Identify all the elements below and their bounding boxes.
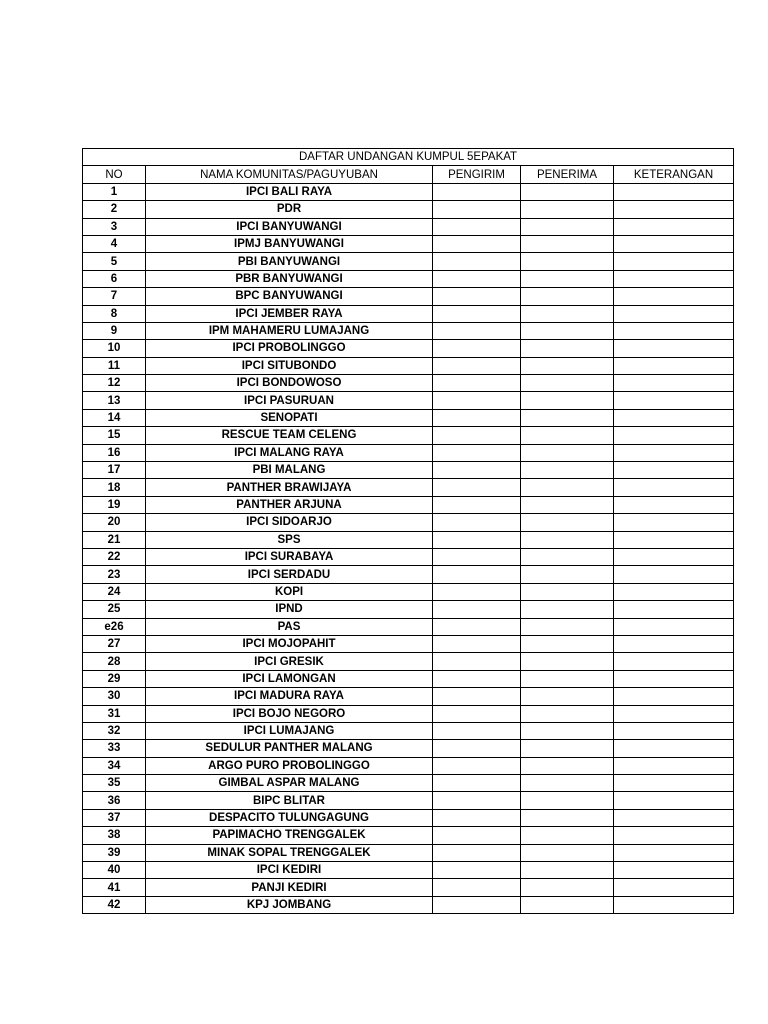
table-row	[83, 183, 734, 200]
receiver-cell	[521, 740, 614, 757]
receiver-cell	[521, 688, 614, 705]
sender-cell	[433, 253, 521, 270]
receiver-cell	[521, 531, 614, 548]
note-cell	[614, 792, 734, 809]
note-cell	[614, 896, 734, 913]
sender-cell	[433, 862, 521, 879]
receiver-cell	[521, 305, 614, 322]
table-row	[83, 601, 734, 618]
note-cell	[614, 583, 734, 600]
note-cell	[614, 462, 734, 479]
receiver-cell	[521, 653, 614, 670]
note-cell	[614, 322, 734, 339]
row-number: 10	[83, 340, 146, 357]
column-header-no: NO	[83, 166, 146, 183]
receiver-cell	[521, 479, 614, 496]
sender-cell	[433, 427, 521, 444]
receiver-cell	[521, 514, 614, 531]
table-row	[83, 809, 734, 826]
table-row	[83, 305, 734, 322]
table-row	[83, 496, 734, 513]
community-name: MINAK SOPAL TRENGGALEK	[146, 844, 433, 861]
note-cell	[614, 722, 734, 739]
row-number: 15	[83, 427, 146, 444]
note-cell	[614, 288, 734, 305]
row-number: 4	[83, 235, 146, 252]
sender-cell	[433, 653, 521, 670]
note-cell	[614, 601, 734, 618]
receiver-cell	[521, 392, 614, 409]
sender-cell	[433, 531, 521, 548]
row-number: 9	[83, 322, 146, 339]
community-name: IPCI BALI RAYA	[146, 183, 433, 200]
table-row	[83, 409, 734, 426]
sender-cell	[433, 635, 521, 652]
sender-cell	[433, 722, 521, 739]
table-row	[83, 253, 734, 270]
document-title: DAFTAR UNDANGAN KUMPUL 5EPAKAT	[83, 149, 734, 166]
community-name: PANTHER ARJUNA	[146, 496, 433, 513]
table-row	[83, 462, 734, 479]
community-name: PBI BANYUWANGI	[146, 253, 433, 270]
note-cell	[614, 479, 734, 496]
community-name: IPCI SERDADU	[146, 566, 433, 583]
community-name: IPCI MALANG RAYA	[146, 444, 433, 461]
note-cell	[614, 201, 734, 218]
row-number: 29	[83, 670, 146, 687]
sender-cell	[433, 548, 521, 565]
column-header-receiver: PENERIMA	[521, 166, 614, 183]
row-number: 40	[83, 862, 146, 879]
community-name: PBR BANYUWANGI	[146, 270, 433, 287]
row-number: 3	[83, 218, 146, 235]
community-name: IPCI BOJO NEGORO	[146, 705, 433, 722]
community-name: IPM MAHAMERU LUMAJANG	[146, 322, 433, 339]
sender-cell	[433, 479, 521, 496]
table-row	[83, 375, 734, 392]
community-name: KPJ JOMBANG	[146, 896, 433, 913]
sender-cell	[433, 375, 521, 392]
table-row	[83, 757, 734, 774]
community-name: PAPIMACHO TRENGGALEK	[146, 827, 433, 844]
sender-cell	[433, 757, 521, 774]
table-row	[83, 479, 734, 496]
row-number: 17	[83, 462, 146, 479]
sender-cell	[433, 444, 521, 461]
community-name: IPCI GRESIK	[146, 653, 433, 670]
note-cell	[614, 548, 734, 565]
row-number: 21	[83, 531, 146, 548]
table-row	[83, 340, 734, 357]
community-name: SENOPATI	[146, 409, 433, 426]
sender-cell	[433, 844, 521, 861]
receiver-cell	[521, 635, 614, 652]
receiver-cell	[521, 340, 614, 357]
row-number: 37	[83, 809, 146, 826]
note-cell	[614, 688, 734, 705]
community-name: PANJI KEDIRI	[146, 879, 433, 896]
receiver-cell	[521, 566, 614, 583]
note-cell	[614, 670, 734, 687]
receiver-cell	[521, 322, 614, 339]
note-cell	[614, 844, 734, 861]
sender-cell	[433, 879, 521, 896]
sender-cell	[433, 462, 521, 479]
table-row	[83, 548, 734, 565]
note-cell	[614, 705, 734, 722]
table-row	[83, 670, 734, 687]
receiver-cell	[521, 235, 614, 252]
community-name: IPCI PASURUAN	[146, 392, 433, 409]
receiver-cell	[521, 618, 614, 635]
sender-cell	[433, 270, 521, 287]
sender-cell	[433, 235, 521, 252]
row-number: 24	[83, 583, 146, 600]
note-cell	[614, 514, 734, 531]
table-row	[83, 201, 734, 218]
sender-cell	[433, 688, 521, 705]
note-cell	[614, 253, 734, 270]
note-cell	[614, 635, 734, 652]
sender-cell	[433, 183, 521, 200]
community-name: IPCI MADURA RAYA	[146, 688, 433, 705]
community-name: PAS	[146, 618, 433, 635]
title-row	[83, 149, 734, 166]
table-row	[83, 618, 734, 635]
community-name: IPCI LAMONGAN	[146, 670, 433, 687]
community-name: IPMJ BANYUWANGI	[146, 235, 433, 252]
table-row	[83, 514, 734, 531]
row-number: 14	[83, 409, 146, 426]
sender-cell	[433, 618, 521, 635]
receiver-cell	[521, 809, 614, 826]
row-number: 5	[83, 253, 146, 270]
table-row	[83, 583, 734, 600]
sender-cell	[433, 322, 521, 339]
receiver-cell	[521, 757, 614, 774]
community-name: SEDULUR PANTHER MALANG	[146, 740, 433, 757]
receiver-cell	[521, 548, 614, 565]
note-cell	[614, 270, 734, 287]
sender-cell	[433, 775, 521, 792]
sender-cell	[433, 740, 521, 757]
row-number: 22	[83, 548, 146, 565]
note-cell	[614, 392, 734, 409]
column-header-note: KETERANGAN	[614, 166, 734, 183]
row-number: 32	[83, 722, 146, 739]
note-cell	[614, 375, 734, 392]
column-header-name: NAMA KOMUNITAS/PAGUYUBAN	[146, 166, 433, 183]
community-name: SPS	[146, 531, 433, 548]
note-cell	[614, 827, 734, 844]
row-number: 8	[83, 305, 146, 322]
note-cell	[614, 740, 734, 757]
sender-cell	[433, 809, 521, 826]
receiver-cell	[521, 792, 614, 809]
community-name: DESPACITO TULUNGAGUNG	[146, 809, 433, 826]
community-name: ARGO PURO PROBOLINGGO	[146, 757, 433, 774]
note-cell	[614, 496, 734, 513]
receiver-cell	[521, 462, 614, 479]
row-number: 36	[83, 792, 146, 809]
note-cell	[614, 305, 734, 322]
sender-cell	[433, 201, 521, 218]
receiver-cell	[521, 862, 614, 879]
note-cell	[614, 879, 734, 896]
row-number: 13	[83, 392, 146, 409]
receiver-cell	[521, 375, 614, 392]
receiver-cell	[521, 879, 614, 896]
table-row	[83, 705, 734, 722]
sender-cell	[433, 288, 521, 305]
community-name: RESCUE TEAM CELENG	[146, 427, 433, 444]
receiver-cell	[521, 896, 614, 913]
table-row	[83, 566, 734, 583]
community-name: IPCI MOJOPAHIT	[146, 635, 433, 652]
invitation-table	[82, 148, 734, 914]
community-name: PBI MALANG	[146, 462, 433, 479]
community-name: IPCI LUMAJANG	[146, 722, 433, 739]
table-row	[83, 444, 734, 461]
column-header-sender: PENGIRIM	[433, 166, 521, 183]
sender-cell	[433, 583, 521, 600]
community-name: BPC BANYUWANGI	[146, 288, 433, 305]
note-cell	[614, 340, 734, 357]
community-name: IPND	[146, 601, 433, 618]
row-number: 19	[83, 496, 146, 513]
receiver-cell	[521, 775, 614, 792]
table-row	[83, 879, 734, 896]
table-row	[83, 862, 734, 879]
receiver-cell	[521, 288, 614, 305]
table-row	[83, 635, 734, 652]
community-name: IPCI SURABAYA	[146, 548, 433, 565]
community-name: IPCI SIDOARJO	[146, 514, 433, 531]
table-row	[83, 392, 734, 409]
table-row	[83, 827, 734, 844]
table-body	[83, 183, 734, 913]
receiver-cell	[521, 444, 614, 461]
community-name: GIMBAL ASPAR MALANG	[146, 775, 433, 792]
receiver-cell	[521, 601, 614, 618]
table-row	[83, 235, 734, 252]
sender-cell	[433, 670, 521, 687]
row-number: 39	[83, 844, 146, 861]
receiver-cell	[521, 201, 614, 218]
receiver-cell	[521, 722, 614, 739]
note-cell	[614, 653, 734, 670]
community-name: IPCI JEMBER RAYA	[146, 305, 433, 322]
sender-cell	[433, 705, 521, 722]
sender-cell	[433, 514, 521, 531]
row-number: 31	[83, 705, 146, 722]
row-number: 18	[83, 479, 146, 496]
row-number: 16	[83, 444, 146, 461]
receiver-cell	[521, 253, 614, 270]
note-cell	[614, 235, 734, 252]
sender-cell	[433, 340, 521, 357]
row-number: 27	[83, 635, 146, 652]
row-number: 20	[83, 514, 146, 531]
community-name: PDR	[146, 201, 433, 218]
row-number: 11	[83, 357, 146, 374]
community-name: IPCI PROBOLINGGO	[146, 340, 433, 357]
row-number: 25	[83, 601, 146, 618]
row-number: 12	[83, 375, 146, 392]
receiver-cell	[521, 670, 614, 687]
row-number: 38	[83, 827, 146, 844]
row-number: 1	[83, 183, 146, 200]
table-row	[83, 270, 734, 287]
community-name: IPCI KEDIRI	[146, 862, 433, 879]
sender-cell	[433, 827, 521, 844]
receiver-cell	[521, 705, 614, 722]
row-number: 6	[83, 270, 146, 287]
table-row	[83, 740, 734, 757]
header-row	[83, 166, 734, 183]
row-number: 33	[83, 740, 146, 757]
row-number: e26	[83, 618, 146, 635]
note-cell	[614, 809, 734, 826]
table-row	[83, 792, 734, 809]
receiver-cell	[521, 827, 614, 844]
table-row	[83, 896, 734, 913]
note-cell	[614, 566, 734, 583]
receiver-cell	[521, 427, 614, 444]
receiver-cell	[521, 357, 614, 374]
row-number: 34	[83, 757, 146, 774]
sender-cell	[433, 357, 521, 374]
row-number: 42	[83, 896, 146, 913]
community-name: IPCI BONDOWOSO	[146, 375, 433, 392]
community-name: KOPI	[146, 583, 433, 600]
row-number: 28	[83, 653, 146, 670]
note-cell	[614, 862, 734, 879]
table-row	[83, 722, 734, 739]
table-row	[83, 357, 734, 374]
receiver-cell	[521, 218, 614, 235]
sender-cell	[433, 896, 521, 913]
note-cell	[614, 409, 734, 426]
note-cell	[614, 531, 734, 548]
table-row	[83, 688, 734, 705]
community-name: IPCI SITUBONDO	[146, 357, 433, 374]
receiver-cell	[521, 183, 614, 200]
community-name: PANTHER BRAWIJAYA	[146, 479, 433, 496]
sender-cell	[433, 409, 521, 426]
table-row	[83, 427, 734, 444]
row-number: 35	[83, 775, 146, 792]
receiver-cell	[521, 409, 614, 426]
row-number: 23	[83, 566, 146, 583]
note-cell	[614, 357, 734, 374]
note-cell	[614, 427, 734, 444]
table-row	[83, 288, 734, 305]
table-row	[83, 218, 734, 235]
receiver-cell	[521, 844, 614, 861]
table-row	[83, 322, 734, 339]
community-name: IPCI BANYUWANGI	[146, 218, 433, 235]
note-cell	[614, 183, 734, 200]
note-cell	[614, 444, 734, 461]
note-cell	[614, 618, 734, 635]
table-row	[83, 653, 734, 670]
note-cell	[614, 757, 734, 774]
note-cell	[614, 775, 734, 792]
row-number: 41	[83, 879, 146, 896]
community-name: BIPC BLITAR	[146, 792, 433, 809]
receiver-cell	[521, 496, 614, 513]
sender-cell	[433, 792, 521, 809]
sender-cell	[433, 601, 521, 618]
sender-cell	[433, 218, 521, 235]
sender-cell	[433, 305, 521, 322]
sender-cell	[433, 496, 521, 513]
sender-cell	[433, 392, 521, 409]
table-row	[83, 844, 734, 861]
sender-cell	[433, 566, 521, 583]
row-number: 2	[83, 201, 146, 218]
row-number: 30	[83, 688, 146, 705]
receiver-cell	[521, 583, 614, 600]
receiver-cell	[521, 270, 614, 287]
table-row	[83, 775, 734, 792]
row-number: 7	[83, 288, 146, 305]
note-cell	[614, 218, 734, 235]
table-row	[83, 531, 734, 548]
